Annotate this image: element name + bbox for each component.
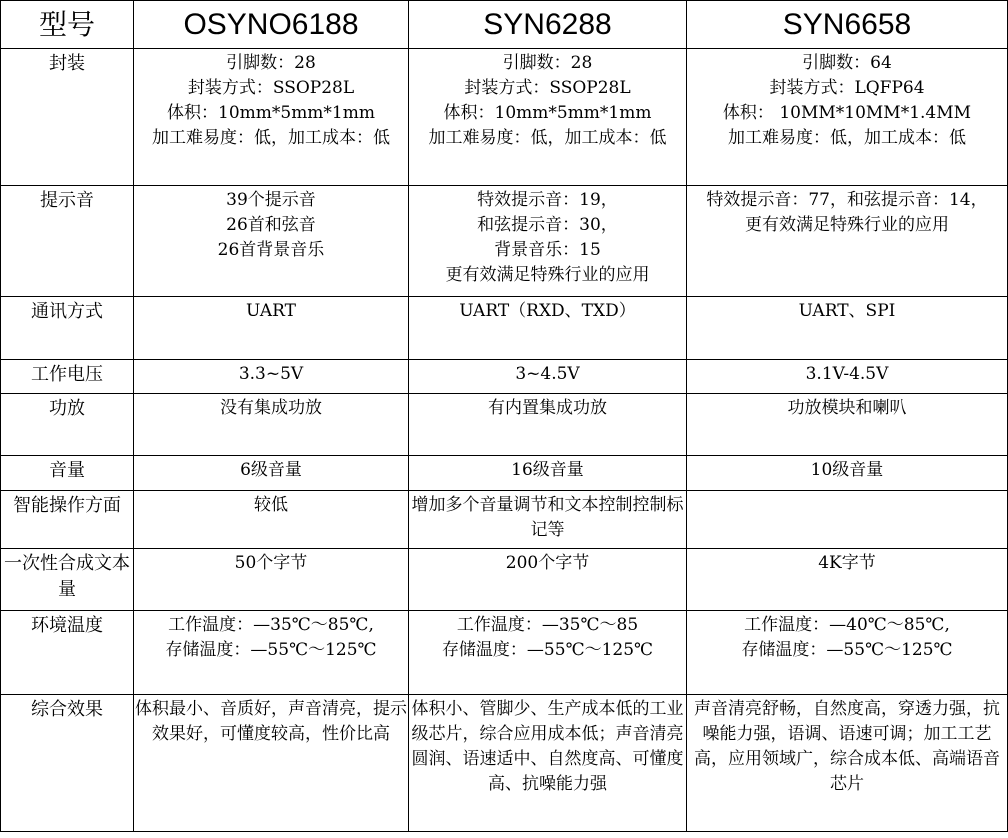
row-volume [1,456,1008,491]
amp-cell-1: 没有集成功放 [134,394,409,456]
row-communication [1,297,1008,360]
header-product-2: SYN6288 [409,1,687,49]
smart-cell-3 [687,491,1008,549]
row-overall [1,695,1008,832]
prompt-cell-3: 特效提示音：77，和弦提示音：14， 更有效满足特殊行业的应用 [687,186,1008,297]
row-label: 提示音 [1,186,134,297]
row-label: 通讯方式 [1,297,134,360]
row-label: 音量 [1,456,134,491]
comm-cell-2: UART（RXD、TXD） [409,297,687,360]
row-label: 工作电压 [1,360,134,394]
overall-cell-2: 体积小、管脚少、生产成本低的工业级芯片，综合应用成本低；声音清亮圆润、语速适中、自然度高、可懂度高、抗噪能力强 [409,695,687,832]
volume-cell-1: 6级音量 [134,456,409,491]
amp-cell-3: 功放模块和喇叭 [687,394,1008,456]
voltage-cell-1: 3.3~5V [134,360,409,394]
comm-cell-1: UART [134,297,409,360]
row-label: 环境温度 [1,611,134,695]
voltage-cell-2: 3~4.5V [409,360,687,394]
row-prompt-tone [1,186,1008,297]
temp-cell-1: 工作温度：—35℃～85℃, 存储温度：—55℃～125℃ [134,611,409,695]
capacity-cell-1: 50个字节 [134,549,409,611]
volume-cell-3: 10级音量 [687,456,1008,491]
voltage-cell-3: 3.1V-4.5V [687,360,1008,394]
smart-cell-2: 增加多个音量调节和文本控制控制标记等 [409,491,687,549]
smart-cell-1: 较低 [134,491,409,549]
package-cell-1: 引脚数：28 封装方式：SSOP28L 体积：10mm*5mm*1mm 加工难易度：低，加工成本：低 [134,49,409,186]
comm-cell-3: UART、SPI [687,297,1008,360]
header-row [1,1,1008,49]
package-cell-2: 引脚数：28 封装方式：SSOP28L 体积：10mm*5mm*1mm 加工难易度：低，加工成本：低 [409,49,687,186]
temp-cell-3: 工作温度：—40℃～85℃, 存储温度：—55℃～125℃ [687,611,1008,695]
row-label: 智能操作方面 [1,491,134,549]
row-label: 综合效果 [1,695,134,832]
row-voltage [1,360,1008,394]
row-text-capacity [1,549,1008,611]
overall-cell-3: 声音清亮舒畅，自然度高，穿透力强，抗噪能力强，语调、语速可调；加工工艺高，应用领域广，综合成本低、高端语音芯片 [687,695,1008,832]
row-label: 一次性合成文本量 [1,549,134,611]
row-smart-operation [1,491,1008,549]
amp-cell-2: 有内置集成功放 [409,394,687,456]
row-label: 功放 [1,394,134,456]
package-cell-3: 引脚数：64 封装方式：LQFP64 体积： 10MM*10MM*1.4MM 加工难易度：低，加工成本：低 [687,49,1008,186]
header-product-3: SYN6658 [687,1,1008,49]
header-product-1: OSYNO6188 [134,1,409,49]
row-amplifier [1,394,1008,456]
prompt-cell-2: 特效提示音：19， 和弦提示音：30， 背景音乐：15 更有效满足特殊行业的应用 [409,186,687,297]
row-label: 封装 [1,49,134,186]
temp-cell-2: 工作温度：—35℃～85 存储温度：—55℃～125℃ [409,611,687,695]
row-temperature [1,611,1008,695]
prompt-cell-1: 39个提示音 26首和弦音 26首背景音乐 [134,186,409,297]
capacity-cell-2: 200个字节 [409,549,687,611]
volume-cell-2: 16级音量 [409,456,687,491]
header-model-label: 型号 [1,1,134,49]
row-package [1,49,1008,186]
overall-cell-1: 体积最小、音质好，声音清亮，提示效果好，可懂度较高，性价比高 [134,695,409,832]
capacity-cell-3: 4K字节 [687,549,1008,611]
